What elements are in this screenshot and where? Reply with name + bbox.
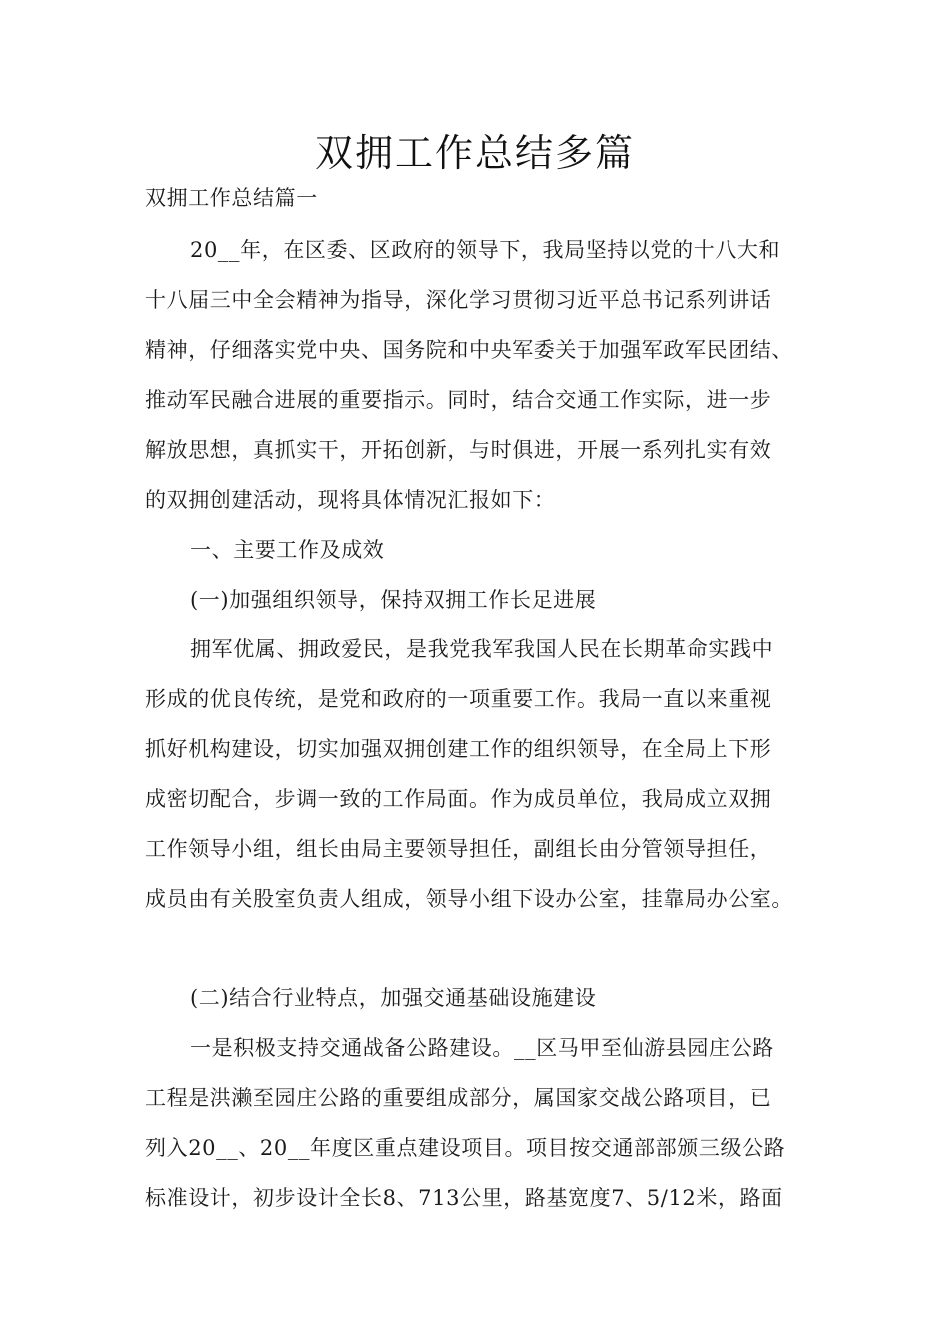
paragraph-line: 精神，仔细落实党中央、国务院和中央军委关于加强军政军民团结、 (145, 338, 793, 362)
paragraph-line: 标准设计，初步设计全长8、713公里，路基宽度7、5/12米，路面 (145, 1186, 783, 1210)
paragraph-line: 成密切配合，步调一致的工作局面。作为成员单位，我局成立双拥 (145, 787, 772, 811)
paragraph-line: 列入20__、20__年度区重点建设项目。项目按交通部部颁三级公路 (145, 1136, 786, 1160)
document-title: 双拥工作总结多篇 (314, 131, 635, 175)
subheading: (一)加强组织领导，保持双拥工作长足进展 (190, 588, 597, 612)
paragraph-line: 一是积极支持交通战备公路建设。__区马甲至仙游县园庄公路 (190, 1036, 774, 1060)
paragraph-line: 解放思想，真抓实干，开拓创新，与时俱进，开展一系列扎实有效 (145, 438, 772, 462)
paragraph-line: 形成的优良传统，是党和政府的一项重要工作。我局一直以来重视 (145, 687, 772, 711)
paragraph-line: 的双拥创建活动，现将具体情况汇报如下： (145, 488, 556, 512)
paragraph-line: 20__年，在区委、区政府的领导下，我局坚持以党的十八大和 (190, 238, 781, 262)
paragraph-line: 抓好机构建设，切实加强双拥创建工作的组织领导，在全局上下形 (145, 737, 772, 761)
paragraph-line: 推动军民融合进展的重要指示。同时，结合交通工作实际，进一步 (145, 388, 772, 412)
subheading: (二)结合行业特点，加强交通基础设施建设 (190, 986, 597, 1010)
section-heading: 双拥工作总结篇一 (145, 186, 318, 210)
subheading: 一、主要工作及成效 (190, 538, 385, 562)
paragraph-line: 成员由有关股室负责人组成，领导小组下设办公室，挂靠局办公室。 (145, 887, 793, 911)
paragraph-line: 十八届三中全会精神为指导，深化学习贯彻习近平总书记系列讲话 (145, 288, 772, 312)
paragraph-line: 工程是洪濑至园庄公路的重要组成部分，属国家交战公路项目，已 (145, 1086, 772, 1110)
paragraph-line: 工作领导小组，组长由局主要领导担任，副组长由分管领导担任， (145, 837, 772, 861)
paragraph-line: 拥军优属、拥政爱民，是我党我军我国人民在长期革命实践中 (190, 637, 774, 661)
